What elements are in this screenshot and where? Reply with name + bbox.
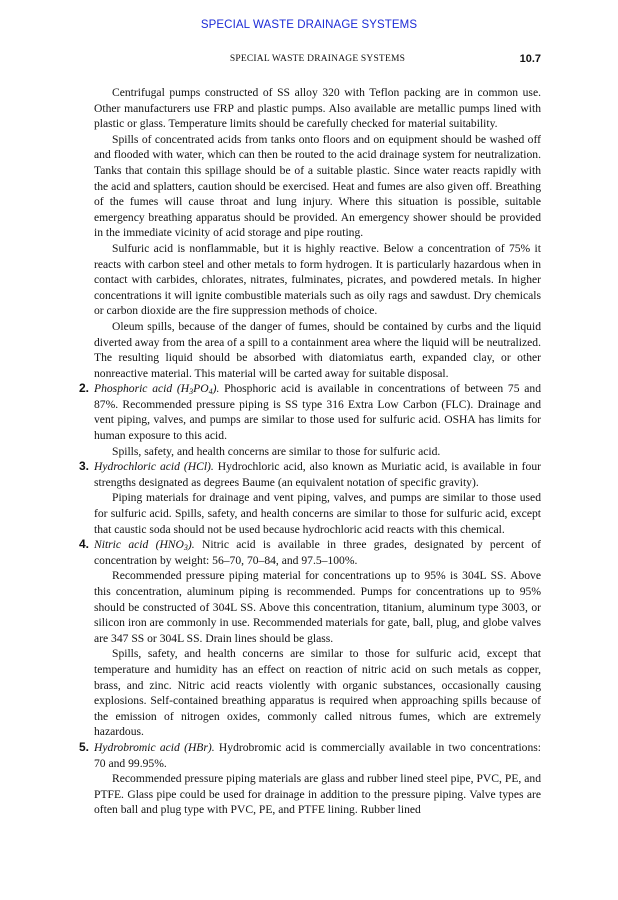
top-banner: SPECIAL WASTE DRAINAGE SYSTEMS	[200, 19, 418, 31]
item-number: 2.	[79, 381, 90, 396]
list-item-nitric-acid	[79, 537, 541, 740]
item-number: 5.	[79, 739, 90, 754]
running-head	[94, 54, 541, 68]
body-text	[79, 85, 541, 818]
paragraph: Spills of concentrated acids from tanks onto floors and on equipment should be washed off and flooded with water, which can then be routed to the acid drainage system for neutralization. Tanks that contain this spillage should be of a suitable plastic. Since water reacts rapidly with the acid and splatters, caution should be exercised. Heat and fumes are also given off. Breathing of the fumes will cause throat and lung injury. Where this situation is possible, suitable emergency breathing apparatus should be provided. An emergency shower should be provided in the immediate vicinity of acid storage and pipe routing.	[94, 132, 541, 240]
paragraph: Centrifugal pumps constructed of SS alloy 320 with Teflon packing are in common use. Other manufacturers use FRP and plastic pumps. Also available are metallic pumps lined with plastic or glass. Temperature limits should be carefully checked for material suitability.	[94, 86, 541, 131]
list-item-hydrobromic-acid	[79, 739, 541, 818]
paragraph: Spills, safety, and health concerns are similar to those for sulfuric acid.	[112, 444, 441, 458]
item-heading: Nitric acid $(HNO_3)$.	[94, 538, 195, 553]
item-heading: Hydrochloric acid (HCl).	[94, 460, 214, 474]
item-number: 3.	[79, 459, 90, 474]
page-number: 10.7	[519, 53, 541, 65]
item-heading: Hydrobromic acid (HBr).	[94, 740, 215, 754]
paragraph: Sulfuric acid is nonflammable, but it is highly reactive. Below a concentration of 75% it reacts with carbon steel and other metals to form hydrogen. It is particularly hazardous when in contact with carbides, chlorates, nitrates, fulminates, picrates, and powdered metals. In higher concentrations it will ignite combustible materials such as oily rags and sawdust. Dry chemicals or carbon dioxide are the fire suppression methods of choice.	[94, 241, 541, 318]
paragraph: Piping materials for drainage and vent piping, valves, and pumps are similar to those used for sulfuric acid. Spills, safety, and health concerns are similar to those for sulfuric acid, except that caustic soda should not be used because hydrochloric acid reacts with this chemical.	[94, 491, 541, 536]
item-number: 4.	[79, 537, 90, 552]
item-heading: Phosphoric acid $(H_3PO_4)$.	[94, 382, 220, 397]
running-head-title: SPECIAL WASTE DRAINAGE SYSTEMS	[229, 54, 406, 64]
list-item-phosphoric-acid	[79, 381, 541, 459]
list-item-hydrochloric-acid	[79, 459, 541, 537]
paragraph: Recommended pressure piping materials are glass and rubber lined steel pipe, PVC, PE, and PTFE. Glass pipe could be used for drainage in addition to the pressure piping. Valve types are often ball and plug type with PVC, PE, and PTFE lining. Rubber lined	[94, 772, 541, 817]
paragraph: Oleum spills, because of the danger of fumes, should be contained by curbs and the liquid diverted away from the area of a spill to a containment area where the liquid will be neutralized. The resulting liquid should be absorbed with diatomiatus earth, expanded clay, or other nonreactive material. This material will be carted away for suitable disposal.	[94, 319, 541, 380]
paragraph: Recommended pressure piping material for concentrations up to 95% is 304L SS. Above this concentration, aluminum piping is recommended. Pumps for concentrations up to 95% should be constructed of 304L SS. Above this concentration, titanium, aluminum type 3003, or silicon iron are commonly in use. Recommended materials for gate, ball, plug, and globe valves are 347 SS or 304L SS. Drain lines should be glass.	[94, 569, 541, 645]
item-lead: Nitric acid $(HNO_3)$. Nitric acid is available in three grades, designated by percent of concentration by weight: 56–70, 70–84, and 97.5–100%.	[94, 538, 541, 567]
item-lead: Hydrobromic acid (HBr). Hydrobromic acid is commercially available in two concentrations: 70 and 99.95%.	[94, 740, 541, 770]
item-lead: Hydrochloric acid (HCl). Hydrochloric acid, also known as Muriatic acid, is available in four strengths designated as degrees Baume (an equivalent notation of specific gravity).	[94, 460, 541, 489]
paragraph: Spills, safety, and health concerns are similar to those for sulfuric acid, except that temperature and humidity has an effect on reaction of nitric acid on such metals as copper, brass, and zinc. Nitric acid reacts violently with organic substances, occasionally causing explosions. Self-contained breathing apparatus is required when approaching spills because of the emission of nitrogen oxides, commonly called nitrous fumes, which are extremely hazardous.	[94, 647, 541, 739]
item-lead: Phosphoric acid $(H_3PO_4)$. Phosphoric acid is available in concentrations of between 75 and 87%. Recommended pressure piping is SS type 316 Extra Low Carbon (FLC). Drainage and vent piping, valves, and pumps are similar to those used for sulfuric acid. OSHA has limits for human exposure to this acid.	[94, 382, 541, 443]
